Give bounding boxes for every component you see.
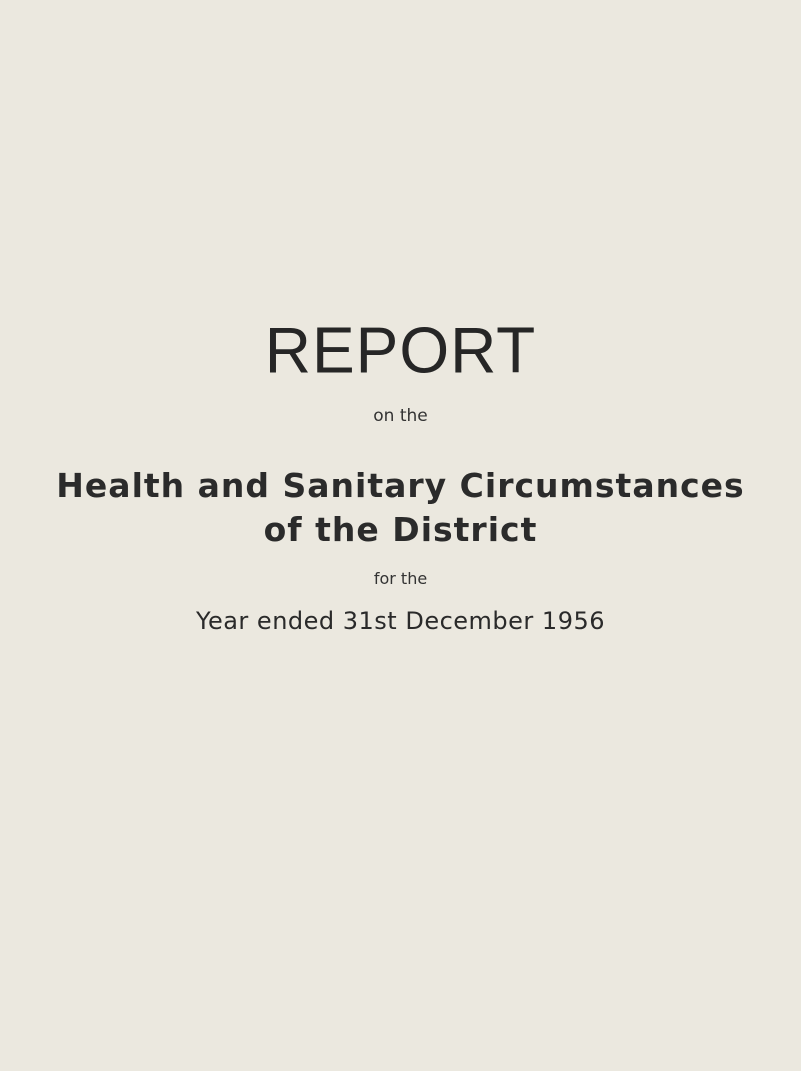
connector-on-the: on the: [373, 406, 428, 426]
report-heading: REPORT: [264, 313, 537, 387]
title-line-2: of the District: [263, 510, 538, 549]
report-period: Year ended 31st December 1956: [195, 607, 606, 635]
connector-for-the: for the: [373, 569, 428, 588]
title-line-1: Health and Sanitary Circumstances: [56, 466, 745, 505]
